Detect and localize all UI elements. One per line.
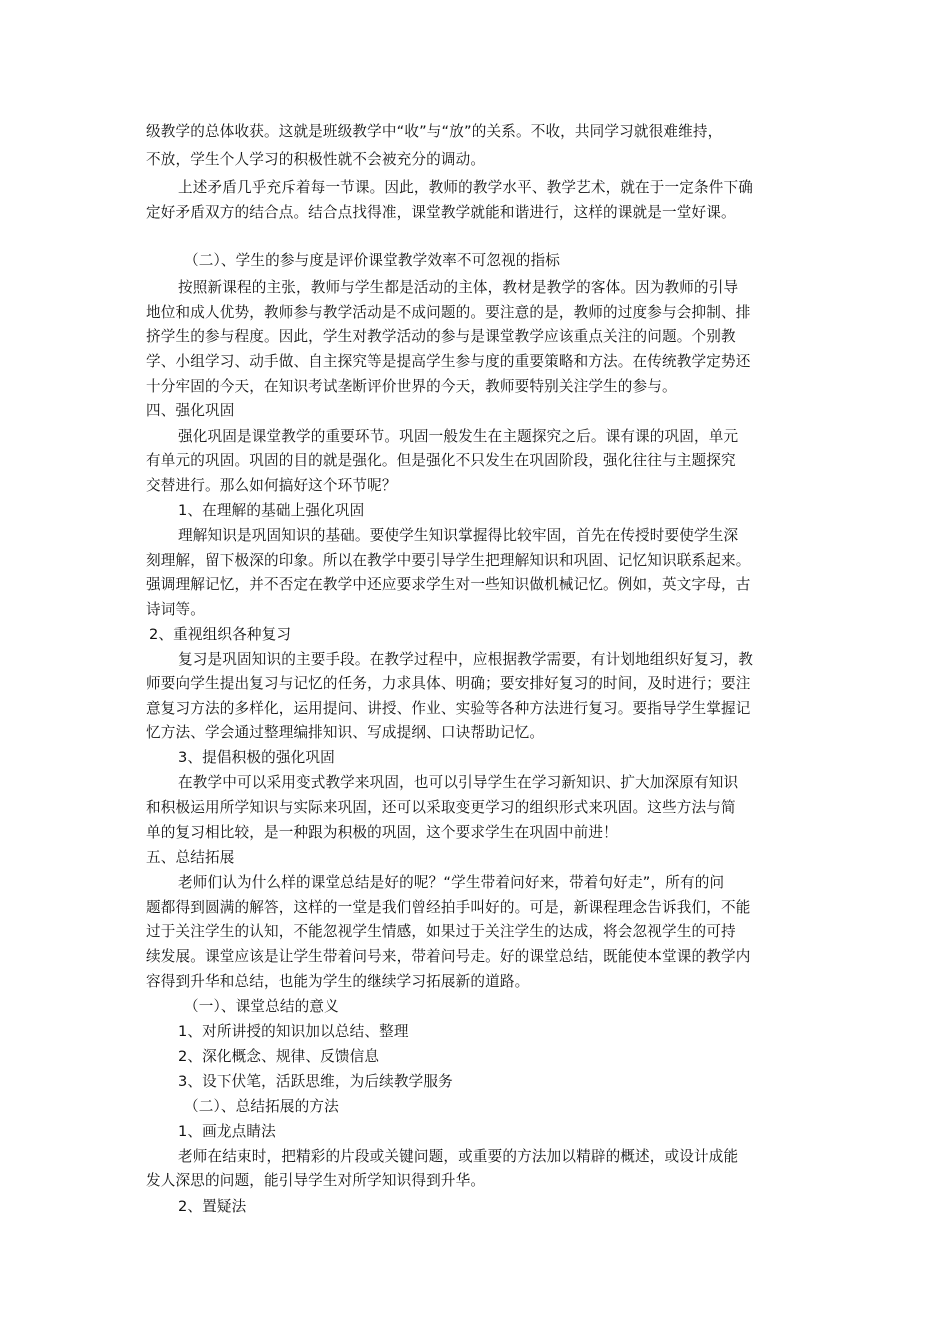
text-line: 诗词等。 <box>146 601 205 618</box>
text-line: 级教学的总体收获。这就是班级教学中“收”与“放”的关系。不收，共同学习就很难维持， <box>146 123 723 140</box>
section-heading: 四、强化巩固 <box>146 402 235 419</box>
subsection-heading: 3、提倡积极的强化巩固 <box>178 749 335 766</box>
list-item: 2、深化概念、规律、反馈信息 <box>178 1048 380 1065</box>
section-heading: （二）、学生的参与度是评价课堂教学效率不可忽视的指标 <box>184 252 561 269</box>
section-heading: （二）、总结拓展的方法 <box>184 1098 339 1115</box>
text-line: 强调理解记忆，并不否定在教学中还应要求学生对一些知识做机械记忆。例如，英文字母，古 <box>146 576 751 593</box>
list-item: 1、对所讲授的知识加以总结、整理 <box>178 1023 409 1040</box>
text-line: 续发展。课堂应该是让学生带着问号来，带着问号走。好的课堂总结，既能使本堂课的教学内 <box>146 948 751 965</box>
text-line: 挤学生的参与程度。因此，学生对教学活动的参与是课堂教学应该重点关注的问题。个别教 <box>146 328 736 345</box>
section-heading: 五、总结拓展 <box>146 849 235 866</box>
text-line: 老师在结束时，把精彩的片段或关键问题，或重要的方法加以精辟的概述，或设计成能 <box>178 1148 739 1165</box>
subsection-heading: 1、在理解的基础上强化巩固 <box>178 502 365 519</box>
text-line: 发人深思的问题，能引导学生对所学知识得到升华。 <box>146 1172 486 1189</box>
text-line: 定好矛盾双方的结合点。结合点找得准，课堂教学就能和谐进行，这样的课就是一堂好课。 <box>146 204 736 221</box>
text-line: 上述矛盾几乎充斥着每一节课。因此，教师的教学水平、教学艺术，就在于一定条件下确 <box>178 179 754 196</box>
text-line: 题都得到圆满的解答，这样的一堂是我们曾经拍手叫好的。可是，新课程理念告诉我们，不能 <box>146 899 751 916</box>
text-line: 交替进行。那么如何搞好这个环节呢？ <box>146 477 397 494</box>
text-line: 不放，学生个人学习的积极性就不会被充分的调动。 <box>146 151 486 168</box>
section-heading: （一）、课堂总结的意义 <box>184 998 339 1015</box>
text-line: 老师们认为什么样的课堂总结是好的呢？“学生带着问好来，带着句好走”，所有的问 <box>178 874 725 891</box>
text-line: 地位和成人优势，教师参与教学活动是不成问题的。要注意的是，教师的过度参与会抑制、排 <box>146 304 751 321</box>
text-line: 和积极运用所学知识与实际来巩固，还可以采取变更学习的组织形式来巩固。这些方法与简 <box>146 799 736 816</box>
text-line: 十分牢固的今天，在知识考试垄断评价世界的今天，教师要特别关注学生的参与。 <box>146 378 677 395</box>
text-line: 强化巩固是课堂教学的重要环节。巩固一般发生在主题探究之后。课有课的巩固，单元 <box>178 428 739 445</box>
text-line: 过于关注学生的认知，不能忽视学生情感，如果过于关注学生的达成，将会忽视学生的可持 <box>146 923 736 940</box>
text-line: 复习是巩固知识的主要手段。在教学过程中，应根据教学需要，有计划地组织好复习，教 <box>178 651 754 668</box>
list-item: 3、设下伏笔，活跃思维，为后续教学服务 <box>178 1073 453 1090</box>
text-line: 刻理解，留下极深的印象。所以在教学中要引导学生把理解知识和巩固、记忆知识联系起来。 <box>146 552 751 569</box>
text-line: 学、小组学习、动手做、自主探究等是提高学生参与度的重要策略和方法。在传统教学定势还 <box>146 353 751 370</box>
subsection-heading: 2、置疑法 <box>178 1198 247 1215</box>
subsection-heading: 1、画龙点睛法 <box>178 1123 276 1140</box>
text-line: 单的复习相比较，是一种跟为积极的巩固，这个要求学生在巩固中前进！ <box>146 824 618 841</box>
text-line: 按照新课程的主张，教师与学生都是活动的主体，教材是教学的客体。因为教师的引导 <box>178 279 739 296</box>
text-line: 在教学中可以采用变式教学来巩固，也可以引导学生在学习新知识、扩大加深原有知识 <box>178 774 739 791</box>
text-line: 理解知识是巩固知识的基础。要使学生知识掌握得比较牢固，首先在传授时要使学生深 <box>178 527 739 544</box>
text-line: 意复习方法的多样化，运用提问、讲授、作业、实验等各种方法进行复习。要指导学生掌握记 <box>146 700 751 717</box>
text-line: 师要向学生提出复习与记忆的任务，力求具体、明确；要安排好复习的时间，及时进行；要注 <box>146 675 751 692</box>
text-line: 忆方法、学会通过整理编排知识、写成提纲、口诀帮助记忆。 <box>146 724 545 741</box>
text-line: 有单元的巩固。巩固的目的就是强化。但是强化不只发生在巩固阶段，强化往往与主题探究 <box>146 452 736 469</box>
text-line: 容得到升华和总结，也能为学生的继续学习拓展新的道路。 <box>146 973 530 990</box>
subsection-heading: 2、重视组织各种复习 <box>149 626 292 643</box>
